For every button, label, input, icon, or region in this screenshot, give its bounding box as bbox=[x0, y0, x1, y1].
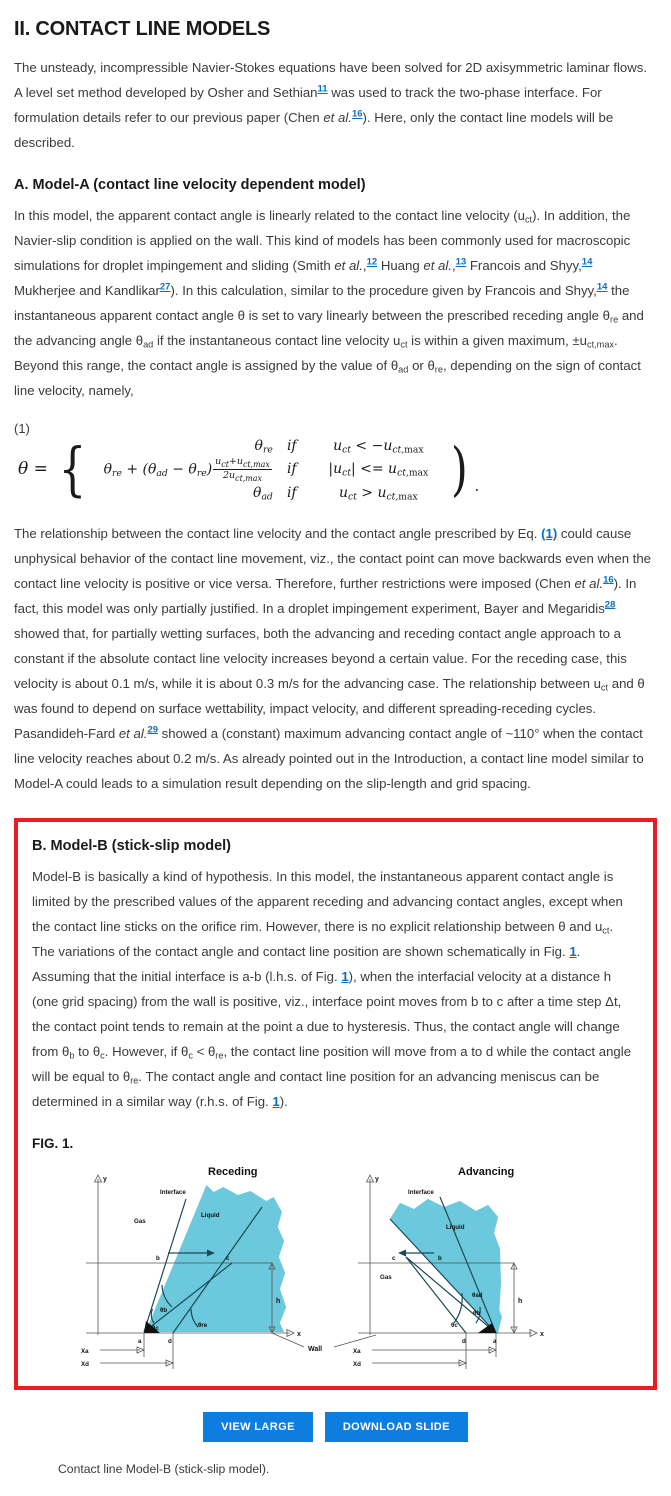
liquid-label-right: Liquid bbox=[445, 1223, 465, 1231]
equation-row-2-if: if bbox=[286, 461, 297, 478]
reference-link-12[interactable]: 12 bbox=[366, 256, 378, 268]
model-a-text-10: , depending on the sign of contact line velocity, namely, bbox=[14, 358, 641, 398]
equation-number: (1) bbox=[14, 421, 30, 436]
h-label-right: h bbox=[517, 1297, 522, 1305]
theta-b-label-right: θb bbox=[472, 1309, 480, 1317]
mb-text-5: to θ bbox=[74, 1043, 101, 1059]
point-a-left: a bbox=[137, 1337, 141, 1345]
model-a-text-6: if the instantaneous contact line velocity u bbox=[153, 333, 401, 348]
interface-label-left: Interface bbox=[159, 1188, 186, 1196]
equation-1-block bbox=[14, 421, 657, 504]
reference-link-27[interactable]: 27 bbox=[159, 281, 171, 293]
mb-text-2: . The variations of the contact angle and contact line position are shown schematically in Fig. bbox=[32, 918, 614, 959]
subscript-ctmax-1: ct,max bbox=[586, 339, 615, 350]
model-a-huang: Huang bbox=[377, 258, 424, 273]
point-a-right: a bbox=[492, 1337, 496, 1345]
interface-label-right: Interface bbox=[407, 1188, 434, 1196]
equation-row-1-if: if bbox=[286, 438, 297, 454]
equation-1-link[interactable]: (1) bbox=[541, 525, 558, 541]
subscript-b-1: b bbox=[69, 1050, 75, 1061]
reference-link-16[interactable]: 16 bbox=[351, 108, 363, 120]
model-b-paragraph bbox=[32, 864, 639, 1114]
figure-action-buttons bbox=[14, 1412, 657, 1442]
reference-link-14[interactable]: 14 bbox=[581, 256, 593, 268]
mb-text-6: . However, if θ bbox=[104, 1043, 189, 1059]
point-d-left: d bbox=[167, 1337, 172, 1345]
wall-label: Wall bbox=[307, 1345, 322, 1353]
subscript-c-1: c bbox=[100, 1050, 105, 1061]
point-c-left: c bbox=[225, 1254, 229, 1262]
advancing-diagram bbox=[353, 1166, 544, 1369]
disc-text-1: The relationship between the contact line velocity and the contact angle prescribed by Eq. bbox=[14, 525, 542, 541]
y-axis-label-right: y bbox=[374, 1175, 379, 1183]
et-al-3: et al. bbox=[574, 575, 604, 591]
subscript-re-4: re bbox=[130, 1075, 139, 1086]
model-b-highlight-box bbox=[14, 818, 657, 1390]
liquid-label-left: Liquid bbox=[200, 1211, 220, 1219]
model-a-text-9: or θ bbox=[408, 358, 435, 373]
subscript-re-1: re bbox=[610, 314, 619, 325]
figure-label: FIG. 1. bbox=[32, 1135, 74, 1151]
model-a-text-7: is within a given maximum, ±u bbox=[407, 333, 587, 348]
equation-row-2 bbox=[93, 456, 446, 483]
disc-text-5: and θ was found to depend on surface wettability, impact velocity, and different spreading-receding cycles. Pasandideh-Fard bbox=[14, 675, 645, 741]
intro-paragraph bbox=[14, 55, 657, 155]
model-a-text-8: . Beyond this range, the contact angle is assigned by the value of θ bbox=[14, 333, 618, 373]
mb-text-1: Model-B is basically a kind of hypothesis. In this model, the instantaneous apparent contact angle is limited by the prescribed values of the apparent receding and advancing contact angles, except when the contact line sticks on the orifice rim. However, there is no explicit relationship between θ and u bbox=[32, 868, 623, 934]
disc-text-6: showed a (constant) maximum advancing contact angle of ~110° when the contact line velocity reaches about 0.2 m/s. As already pointed out in the Introduction, a contact line model similar to Model-A could leads to a simulation result depending on the slip-length and grid spacing. bbox=[14, 725, 644, 791]
equation-row-2-cond: $|u_{ct}| <= u_{ct,max}$ bbox=[328, 461, 429, 479]
intro-text-b: was used to track the two-phase interface. For formulation details refer to our previous paper (Chen bbox=[14, 85, 602, 125]
subscript-c-2: c bbox=[188, 1050, 193, 1061]
model-a-mukherjee: Mukherjee and Kandlikar bbox=[14, 283, 160, 298]
reference-link-29[interactable]: 29 bbox=[147, 724, 159, 736]
equation-row-3-if: if bbox=[286, 484, 297, 501]
et-al-1: et al. bbox=[334, 258, 363, 273]
equation-lhs: θ = bbox=[18, 459, 48, 480]
intro-text-c: ). Here, only the contact line models will be described. bbox=[14, 110, 614, 150]
article-content bbox=[0, 18, 671, 1476]
model-a-discussion-paragraph bbox=[14, 521, 657, 796]
point-b-left: b bbox=[155, 1254, 160, 1262]
et-al-4: et al. bbox=[118, 725, 148, 741]
figure-1-link-b[interactable]: 1 bbox=[341, 968, 349, 984]
model-a-paragraph bbox=[14, 203, 657, 403]
theta-c-label-left: θc bbox=[151, 1324, 159, 1332]
model-a-text-3: ). In this calculation, similar to the procedure given by Francois and Shyy, bbox=[170, 283, 597, 298]
disc-text-2: could cause unphysical behavior of the contact line movement, viz., the contact point can move backwards even when the contact line velocity is positive or vice versa. Therefore, further restrictions were imposed (Chen bbox=[14, 525, 652, 591]
reference-link-16b[interactable]: 16 bbox=[603, 574, 614, 586]
xd-label: Xd bbox=[80, 1360, 89, 1368]
mb-text-7: < θ bbox=[192, 1043, 216, 1059]
receding-title: Receding bbox=[207, 1165, 258, 1178]
receding-diagram bbox=[81, 1166, 301, 1369]
intro-text-a: The unsteady, incompressible Navier-Stokes equations have been solved for 2D axisymmetric laminar flows. A level set method developed by Osher and Sethian bbox=[14, 60, 648, 100]
left-brace-icon: { bbox=[58, 435, 87, 504]
equation-row-3-cond: $u_{ct} > u_{ct,max}$ bbox=[338, 484, 418, 503]
gas-label-left: Gas bbox=[133, 1217, 146, 1225]
reference-link-11[interactable]: 11 bbox=[317, 83, 328, 95]
disc-text-4: showed that, for partially wetting surfaces, both the advancing and receding contact angle approach to a constant if the absolute contact line velocity increases beyond a certain value. For the receding case, this velocity is about 0.1 m/s, while it is about 0.3 m/s for the advancing case. The relationship between u bbox=[14, 625, 627, 691]
mb-text-9: . The contact angle and contact line position for an advancing meniscus can be determined in a similar way (r.h.s. of Fig. bbox=[32, 1068, 600, 1109]
advancing-title: Advancing bbox=[457, 1165, 514, 1178]
comma-2: , bbox=[451, 258, 456, 273]
figure-image[interactable] bbox=[32, 1157, 639, 1372]
theta-re-label-left: θre bbox=[197, 1321, 207, 1329]
gas-label-right: Gas bbox=[379, 1273, 392, 1281]
page-title: II. CONTACT LINE MODELS bbox=[14, 18, 271, 40]
model-a-text-2: ). In addition, the Navier-slip condition is applied on the wall. This kind of models has been commonly used for macroscopic simulations for droplet impingement and sliding (Smith bbox=[14, 208, 631, 273]
xa-label: Xa bbox=[80, 1347, 89, 1355]
point-d-right: d bbox=[461, 1337, 466, 1345]
mb-text-10: ). bbox=[279, 1093, 288, 1109]
x-axis-label-right: x bbox=[539, 1330, 544, 1338]
article-page bbox=[0, 18, 671, 1496]
y-axis-label-left: y bbox=[102, 1175, 107, 1183]
right-brace-icon: ) bbox=[450, 435, 468, 504]
mb-text-8: , the contact line position will move from a to d while the contact angle will be equal to θ bbox=[32, 1043, 632, 1084]
view-large-button[interactable]: VIEW LARGE bbox=[203, 1412, 313, 1442]
xa-label-right: Xa bbox=[352, 1347, 361, 1355]
h-label-left: h bbox=[275, 1297, 280, 1305]
wall-leader-right bbox=[334, 1335, 376, 1347]
figure-1-svg bbox=[76, 1157, 596, 1372]
model-b-heading: B. Model-B (stick-slip model) bbox=[32, 837, 231, 854]
theta-b-label-left: θb bbox=[159, 1306, 167, 1314]
subscript-ct-3: ct bbox=[600, 682, 609, 693]
point-c-right: c bbox=[391, 1254, 395, 1262]
equation-row-3 bbox=[93, 485, 446, 501]
equation-tail: . bbox=[474, 476, 480, 495]
xd-label-right: Xd bbox=[352, 1360, 361, 1368]
model-a-heading: A. Model-A (contact line velocity dependent model) bbox=[14, 177, 366, 193]
model-a-francois: Francois and Shyy, bbox=[469, 258, 582, 273]
disc-text-3: ). In fact, this model was only partially justified. In a droplet impingement experiment, Bayer and Megaridis bbox=[14, 575, 637, 616]
equation-row-2-expr: $\theta_{re} + (\theta_{ad} - \theta_{re})$ $\frac{u_{ct}+u_{ct,max}}{2u_{ct,max}}$ bbox=[103, 456, 270, 483]
equation-row-3-expr: $\theta_{ad}$ bbox=[253, 484, 273, 503]
et-al-italic: et al. bbox=[323, 110, 352, 125]
model-a-text-1: In this model, the apparent contact angle is linearly related to the contact line velocity (u bbox=[14, 208, 525, 223]
subscript-re-2: re bbox=[434, 364, 443, 375]
reference-link-14b[interactable]: 14 bbox=[596, 281, 608, 293]
mb-text-4: ), when the interfacial velocity at a distance h (one grid spacing) from the wall is positive, viz., interface point moves from b to c after a time step Δt, the contact point tends to remain at the point a due to hysteresis. Thus, the contact angle will change from θ bbox=[32, 968, 622, 1059]
figure-1-link-a[interactable]: 1 bbox=[569, 943, 577, 959]
equation-row-1-cond: $u_{ct} < -u_{ct,max}$ bbox=[333, 438, 424, 456]
point-b-right: b bbox=[437, 1254, 442, 1262]
download-slide-button[interactable]: DOWNLOAD SLIDE bbox=[325, 1412, 468, 1442]
reference-link-13[interactable]: 13 bbox=[455, 256, 467, 268]
theta-ad-label-right: θad bbox=[471, 1291, 483, 1299]
model-a-text-4: the instantaneous apparent contact angle θ is set to vary linearly between the prescribed receding angle θ bbox=[14, 283, 630, 323]
subscript-ad-1: ad bbox=[143, 339, 154, 350]
figure-caption: Contact line Model-B (stick-slip model). bbox=[58, 1461, 270, 1476]
subscript-ad-2: ad bbox=[398, 364, 409, 375]
subscript-re-3: re bbox=[215, 1050, 224, 1061]
comma-1: , bbox=[362, 258, 367, 273]
subscript-ct-4: ct bbox=[602, 925, 610, 936]
theta-c-label-right: θc bbox=[450, 1321, 458, 1329]
equation-render bbox=[14, 435, 657, 504]
x-axis-label-left: x bbox=[296, 1330, 301, 1338]
figure-1-link-c[interactable]: 1 bbox=[272, 1093, 280, 1109]
et-al-2: et al. bbox=[423, 258, 452, 273]
mb-text-3: . Assuming that the initial interface is a-b (l.h.s. of Fig. bbox=[32, 943, 581, 984]
reference-link-28[interactable]: 28 bbox=[604, 599, 616, 611]
model-a-text-5: and the advancing angle θ bbox=[14, 308, 644, 348]
equation-row-1-expr: $\theta_{re}$ bbox=[254, 438, 273, 456]
subscript-ct-1: ct bbox=[524, 214, 533, 225]
equation-rows bbox=[91, 438, 448, 501]
subscript-ct-2: ct bbox=[400, 339, 408, 350]
equation-row-1 bbox=[93, 438, 446, 454]
